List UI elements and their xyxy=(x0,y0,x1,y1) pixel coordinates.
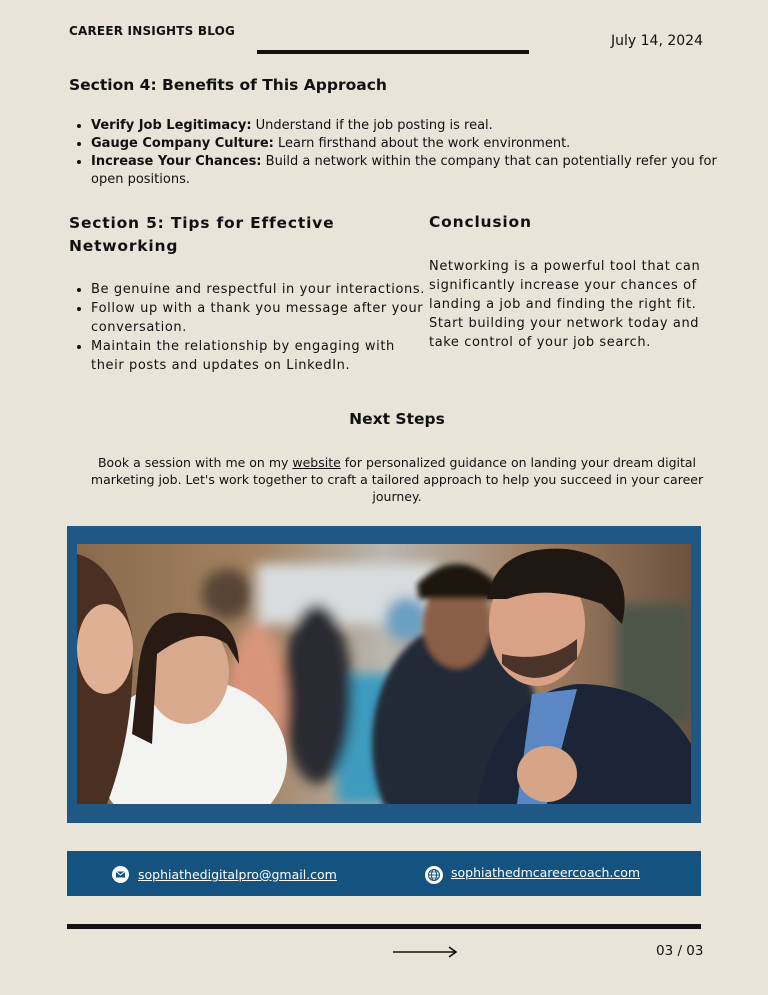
benefit-label: Gauge Company Culture: xyxy=(91,136,274,151)
benefit-label: Increase Your Chances: xyxy=(91,154,262,169)
header-divider xyxy=(257,50,529,54)
networking-photo-illustration xyxy=(77,544,691,804)
benefits-list xyxy=(69,117,731,189)
tips-list xyxy=(69,280,426,375)
section-5-title: Section 5: Tips for Effective Networking xyxy=(69,214,335,255)
list-item: • Follow up with a thank you message after your conversation. xyxy=(91,299,426,337)
globe-icon xyxy=(425,866,443,884)
post-date: July 14, 2024 xyxy=(611,33,703,49)
email-link[interactable]: sophiathedigitalpro@gmail.com xyxy=(138,867,337,882)
footer-divider xyxy=(67,924,701,929)
benefit-text: Understand if the job posting is real. xyxy=(251,118,493,133)
conclusion-title: Conclusion xyxy=(429,213,532,231)
list-item: • Maintain the relationship by engaging with their posts and updates on LinkedIn. xyxy=(91,337,426,375)
blog-name: CAREER INSIGHTS BLOG xyxy=(69,24,236,38)
benefit-label: Verify Job Legitimacy: xyxy=(91,118,252,133)
next-steps-text xyxy=(88,454,706,505)
website-link[interactable]: website xyxy=(292,455,341,470)
list-item xyxy=(91,135,731,153)
section-4-title: Section 4: Benefits of This Approach xyxy=(69,76,387,94)
list-item xyxy=(91,153,731,189)
arrow-right-icon[interactable] xyxy=(391,944,459,960)
conclusion-text: Networking is a powerful tool that can significantly increase your chances of landing a job and finding the right fit. Start building your network today and take control of your job search. xyxy=(429,259,701,350)
list-item: • Be genuine and respectful in your interactions. xyxy=(91,280,426,299)
next-steps-text-after: for personalized guidance on landing your dream digital marketing job. Let's work together to craft a tailored approach to help you succeed in your career journey. xyxy=(90,455,704,504)
page-number: 03 / 03 xyxy=(656,943,704,959)
benefit-text: Build a network within the company that can potentially refer you for open positions. xyxy=(91,154,717,187)
mail-icon xyxy=(112,866,129,883)
benefit-text: Learn firsthand about the work environment. xyxy=(273,136,571,151)
list-item xyxy=(91,117,731,135)
website-contact-link[interactable]: sophiathedmcareercoach.com xyxy=(451,865,641,880)
next-steps-title: Next Steps xyxy=(349,410,445,428)
next-steps-text-before: Book a session with me on my xyxy=(97,455,293,470)
networking-photo xyxy=(77,544,691,804)
